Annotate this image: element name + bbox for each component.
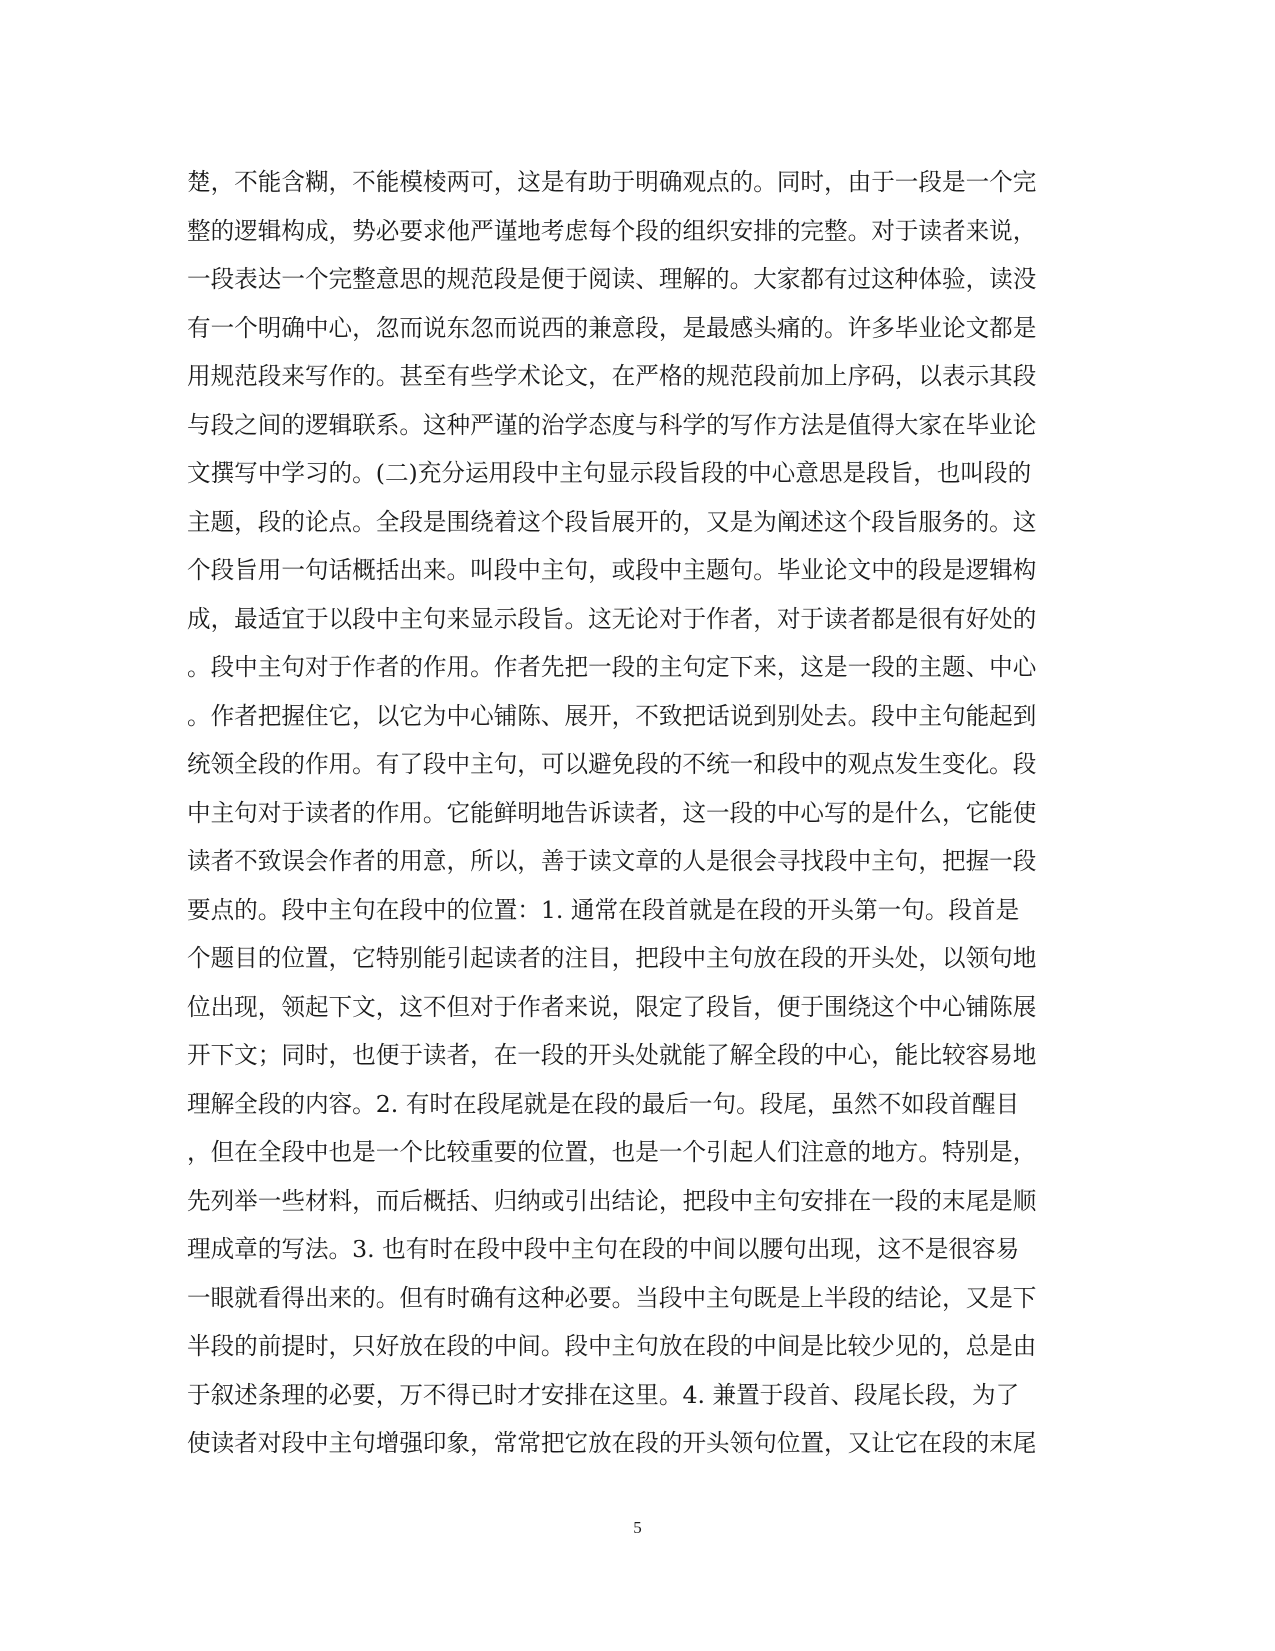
text-line: 读者不致误会作者的用意，所以，善于读文章的人是很会寻找段中主句，把握一段 <box>187 847 1037 875</box>
text-line: 用规范段来写作的。甚至有些学术论文，在严格的规范段前加上序码，以表示其段 <box>187 362 1037 390</box>
text-line: 统领全段的作用。有了段中主句，可以避免段的不统一和段中的观点发生变化。段 <box>187 750 1037 778</box>
text-line: 文撰写中学习的。(二)充分运用段中主句显示段旨段的中心意思是段旨，也叫段的 <box>187 459 1032 487</box>
text-line: 楚，不能含糊，不能模棱两可，这是有助于明确观点的。同时，由于一段是一个完 <box>187 168 1037 196</box>
text-line: 与段之间的逻辑联系。这种严谨的治学态度与科学的写作方法是值得大家在毕业论 <box>187 410 1037 439</box>
text-line: 主题，段的论点。全段是围绕着这个段旨展开的，又是为阐述这个段旨服务的。这 <box>187 507 1037 536</box>
text-line: 理成章的写法。3. 也有时在段中段中主句在段的中间以腰句出现，这不是很容易 <box>187 1235 1020 1263</box>
text-line: 要点的。段中主句在段中的位置：1. 通常在段首就是在段的开头第一句。段首是 <box>187 895 1020 924</box>
text-line: 。作者把握住它，以它为中心铺陈、展开，不致把话说到别处去。段中主句能起到 <box>187 701 1037 730</box>
text-line: 位出现，领起下文，这不但对于作者来说，限定了段旨，便于围绕这个中心铺陈展 <box>187 992 1037 1021</box>
page-number: 5 <box>633 1518 642 1537</box>
body-text <box>187 158 1097 1468</box>
text-line: 个段旨用一句话概括出来。叫段中主句，或段中主题句。毕业论文中的段是逻辑构 <box>187 556 1037 584</box>
text-line: 中主句对于读者的作用。它能鲜明地告诉读者，这一段的中心写的是什么，它能使 <box>187 798 1037 827</box>
text-line: 使读者对段中主句增强印象，常常把它放在段的开头领句位置，又让它在段的末尾 <box>187 1429 1037 1457</box>
text-line: 一眼就看得出来的。但有时确有这种必要。当段中主句既是上半段的结论，又是下 <box>187 1283 1037 1312</box>
text-line: 成，最适宜于以段中主句来显示段旨。这无论对于作者，对于读者都是很有好处的 <box>187 604 1037 633</box>
text-line: ，但在全段中也是一个比较重要的位置，也是一个引起人们注意的地方。特别是， <box>187 1138 1037 1166</box>
text-line: 整的逻辑构成，势必要求他严谨地考虑每个段的组织安排的完整。对于读者来说， <box>187 216 1037 245</box>
text-line: 一段表达一个完整意思的规范段是便于阅读、理解的。大家都有过这种体验，读没 <box>187 265 1037 293</box>
text-line: 于叙述条理的必要，万不得已时才安排在这里。4. 兼置于段首、段尾长段，为了 <box>187 1380 1020 1409</box>
text-line: 。段中主句对于作者的作用。作者先把一段的主句定下来，这是一段的主题、中心 <box>187 653 1037 681</box>
text-line: 有一个明确中心，忽而说东忽而说西的兼意段，是最感头痛的。许多毕业论文都是 <box>187 313 1037 342</box>
text-line: 半段的前提时，只好放在段的中间。段中主句放在段的中间是比较少见的，总是由 <box>187 1332 1037 1360</box>
text-line: 个题目的位置，它特别能引起读者的注目，把段中主句放在段的开头处，以领句地 <box>187 944 1037 972</box>
text-line: 开下文；同时，也便于读者，在一段的开头处就能了解全段的中心，能比较容易地 <box>187 1041 1037 1069</box>
text-line: 先列举一些材料，而后概括、归纳或引出结论，把段中主句安排在一段的末尾是顺 <box>187 1186 1037 1215</box>
text-line: 理解全段的内容。2. 有时在段尾就是在段的最后一句。段尾，虽然不如段首醒目 <box>187 1089 1020 1118</box>
